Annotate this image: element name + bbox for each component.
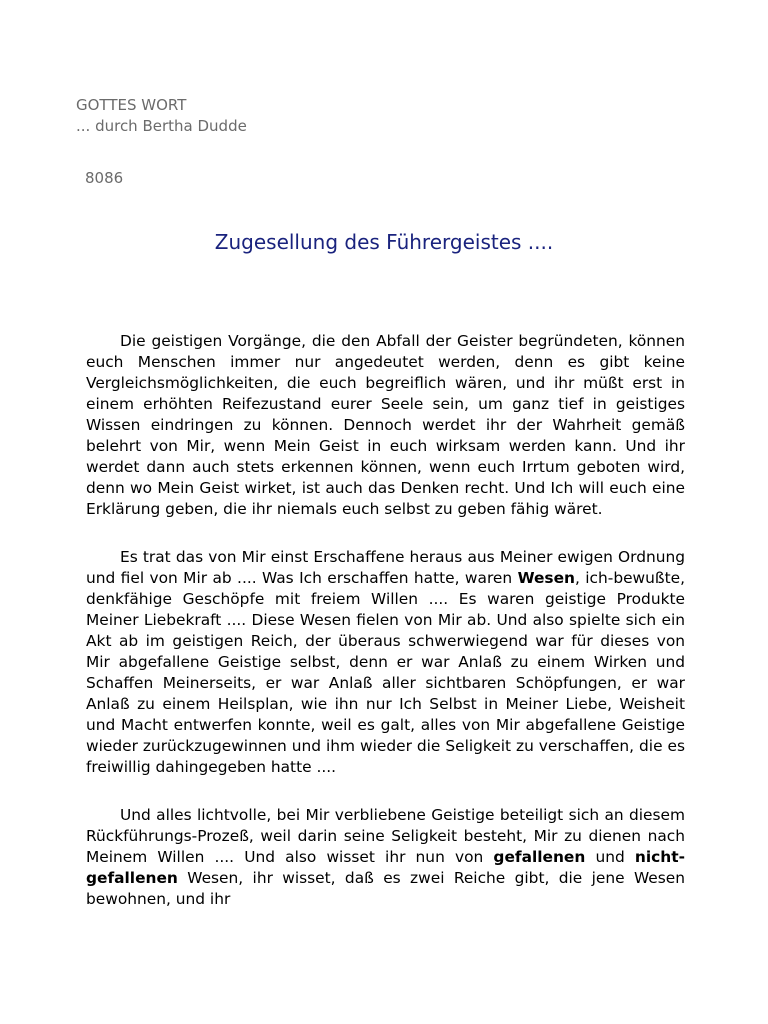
paragraph-3 — [86, 805, 685, 910]
paragraph-3-text-a: Und alles lichtvolle, bei Mir verbliebene Geistige beteiligt sich an diesem Rückführungs-Prozeß, weil darin seine Seligkeit besteht, Mir zu dienen nach Meinem Willen .... Und also wisset ihr nun von — [86, 806, 685, 866]
paragraph-1: Die geistigen Vorgänge, die den Abfall der Geister begründeten, können euch Menschen immer nur angedeutet werden, denn es gibt keine Vergleichsmöglichkeiten, die euch begreiflich wären, und ihr müßt erst in einem erhöhten Reifezustand eurer Seele sein, um ganz tief in geistiges Wissen eindringen zu können. Dennoch werdet ihr der Wahrheit gemäß belehrt von Mir, wenn Mein Geist in euch wirksam werden kann. Und ihr werdet dann auch stets erkennen können, wenn euch Irrtum geboten wird, denn wo Mein Geist wirket, ist auch das Denken recht. Und Ich will euch eine Erklärung geben, die ihr niemals euch selbst zu geben fähig wäret. — [86, 332, 685, 518]
author-line: ... durch Bertha Dudde — [76, 117, 247, 135]
document-body — [86, 331, 685, 937]
bold-term-nicht-gefallenen: nicht-gefallenen — [86, 848, 685, 887]
document-header — [76, 95, 247, 137]
page-title: Zugesellung des Führergeistes .... — [214, 230, 554, 254]
paragraph-3-text-b: und — [585, 848, 635, 866]
paragraph-2 — [86, 547, 685, 778]
bold-term-wesen: Wesen — [517, 569, 575, 587]
bold-term-gefallenen: gefallenen — [493, 848, 586, 866]
document-number: 8086 — [85, 169, 124, 187]
paragraph-3-text-c: Wesen, ihr wisset, daß es zwei Reiche gibt, die jene Wesen bewohnen, und ihr — [86, 869, 685, 908]
series-title: GOTTES WORT — [76, 96, 187, 114]
paragraph-2-text-a: Es trat das von Mir einst Erschaffene heraus aus Meiner ewigen Ordnung und fiel von Mir ab .... Was Ich erschaffen hatte, waren — [86, 548, 685, 587]
paragraph-2-text-b: , ich-bewußte, denkfähige Geschöpfe mit freiem Willen .... Es waren geistige Produkte Meiner Liebekraft .... Diese Wesen fielen von Mir ab. Und also spielte sich ein Akt ab im geistigen Reich, der überaus schwerwiegend war für dieses von Mir abgefallene Geistige selbst, denn er war Anlaß zu einem Wirken und Schaffen Meinerseits, er war Anlaß aller sichtbaren Schöpfungen, er war Anlaß zu einem Heilsplan, wie ihn nur Ich Selbst in Meiner Liebe, Weisheit und Macht entwerfen konnte, weil es galt, alles von Mir abgefallene Geistige wieder zurückzugewinnen und ihm wieder die Seligkeit zu verschaffen, die es freiwillig dahingegeben hatte .... — [86, 569, 685, 776]
